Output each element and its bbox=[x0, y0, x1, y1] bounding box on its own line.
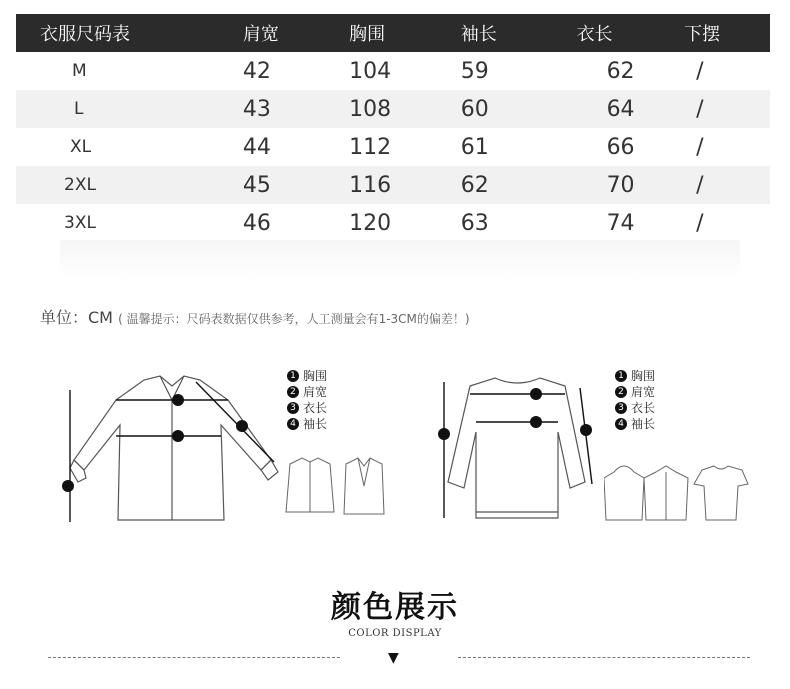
marker-2 bbox=[530, 388, 542, 400]
legend-label: 胸围 bbox=[631, 369, 656, 383]
cell-sleeve: 62 bbox=[461, 166, 577, 204]
cell-length: 62 bbox=[606, 58, 635, 84]
shirt-legend bbox=[287, 368, 327, 432]
sleeve-line bbox=[196, 382, 274, 462]
legend-num: 2 bbox=[287, 386, 299, 398]
cell-sleeve: 61 bbox=[460, 134, 489, 160]
hoodie-icon bbox=[604, 466, 644, 520]
table-row bbox=[16, 90, 770, 128]
size-table-header-row bbox=[16, 14, 770, 52]
cell-sleeve: 60 bbox=[461, 90, 577, 128]
marker-3 bbox=[62, 480, 74, 492]
header-sleeve: 袖长 bbox=[461, 14, 577, 52]
unit-disclaimer: ( 温馨提示：尺码表数据仅供参考，人工测量会有1-3CM的偏差！) bbox=[118, 312, 470, 326]
header-hem: 下摆 bbox=[684, 14, 770, 52]
section-title: 颜色展示 bbox=[331, 590, 459, 625]
unit-label: 单位：CM bbox=[40, 308, 113, 327]
cell-size: L bbox=[16, 90, 243, 128]
table-shadow bbox=[60, 240, 740, 280]
shirt-diagram bbox=[56, 370, 286, 530]
legend-label: 衣长 bbox=[303, 401, 328, 415]
marker-2 bbox=[172, 394, 184, 406]
legend-item bbox=[615, 416, 655, 432]
cell-shoulder: 45 bbox=[243, 166, 349, 204]
cell-chest: 104 bbox=[349, 58, 392, 84]
cell-length: 66 bbox=[606, 134, 635, 160]
marker-3 bbox=[438, 428, 450, 440]
cell-hem: / bbox=[696, 210, 704, 236]
table-row bbox=[16, 204, 770, 242]
header-size: 衣服尺码表 bbox=[16, 14, 243, 52]
table-row bbox=[16, 166, 770, 204]
cell-size: 3XL bbox=[64, 213, 96, 233]
legend-item bbox=[287, 368, 327, 384]
marker-4 bbox=[236, 420, 248, 432]
legend-label: 袖长 bbox=[631, 417, 656, 431]
sweater-legend bbox=[615, 368, 655, 432]
legend-label: 袖长 bbox=[303, 417, 328, 431]
legend-num: 3 bbox=[615, 402, 627, 414]
cell-chest: 116 bbox=[349, 166, 461, 204]
cell-hem: / bbox=[684, 90, 770, 128]
arrow-down-icon: ▼ bbox=[388, 650, 399, 666]
cell-length: 64 bbox=[577, 90, 685, 128]
cell-chest: 112 bbox=[349, 134, 392, 160]
sweater-outline bbox=[448, 378, 585, 518]
legend-item bbox=[287, 416, 327, 432]
cell-hem: / bbox=[684, 166, 770, 204]
cell-shoulder: 44 bbox=[242, 134, 271, 160]
legend-num: 2 bbox=[615, 386, 627, 398]
legend-num: 3 bbox=[287, 402, 299, 414]
divider-right bbox=[458, 657, 750, 658]
legend-item bbox=[287, 384, 327, 400]
cell-size: M bbox=[72, 61, 87, 81]
cell-shoulder: 42 bbox=[242, 58, 271, 84]
legend-num: 1 bbox=[615, 370, 627, 382]
cell-sleeve: 59 bbox=[460, 58, 489, 84]
marker-1 bbox=[172, 430, 184, 442]
cell-shoulder: 46 bbox=[242, 210, 271, 236]
unit-note bbox=[40, 305, 470, 328]
cell-size: XL bbox=[70, 137, 92, 157]
legend-label: 肩宽 bbox=[303, 385, 328, 399]
legend-num: 4 bbox=[287, 418, 299, 430]
hoodie-thumbnails bbox=[604, 458, 749, 528]
cell-size: 2XL bbox=[16, 166, 243, 204]
legend-label: 肩宽 bbox=[631, 385, 656, 399]
legend-item bbox=[615, 400, 655, 416]
legend-num: 1 bbox=[287, 370, 299, 382]
header-length: 衣长 bbox=[577, 14, 685, 52]
cell-hem: / bbox=[696, 134, 704, 160]
size-table bbox=[16, 14, 770, 242]
cell-chest: 108 bbox=[349, 90, 461, 128]
table-row bbox=[16, 128, 770, 166]
cell-sleeve: 63 bbox=[460, 210, 489, 236]
tshirt-icon bbox=[694, 466, 748, 520]
marker-1 bbox=[530, 416, 542, 428]
sweater-diagram bbox=[430, 372, 605, 527]
legend-label: 胸围 bbox=[303, 369, 328, 383]
jacket-thumbnails bbox=[278, 452, 388, 522]
cell-shoulder: 43 bbox=[243, 90, 349, 128]
shirt-cuff-left bbox=[70, 460, 86, 482]
legend-item bbox=[615, 384, 655, 400]
legend-item bbox=[615, 368, 655, 384]
legend-item bbox=[287, 400, 327, 416]
legend-num: 4 bbox=[615, 418, 627, 430]
divider-left bbox=[48, 657, 340, 658]
cell-chest: 120 bbox=[349, 210, 392, 236]
legend-label: 衣长 bbox=[631, 401, 656, 415]
cell-hem: / bbox=[696, 58, 704, 84]
header-shoulder: 肩宽 bbox=[243, 14, 349, 52]
shirt-cuff-right bbox=[261, 460, 278, 480]
section-subtitle: COLOR DISPLAY bbox=[348, 628, 442, 639]
table-row bbox=[16, 52, 770, 90]
cell-length: 74 bbox=[606, 210, 635, 236]
cell-length: 70 bbox=[577, 166, 685, 204]
marker-4 bbox=[580, 424, 592, 436]
header-chest: 胸围 bbox=[349, 14, 461, 52]
